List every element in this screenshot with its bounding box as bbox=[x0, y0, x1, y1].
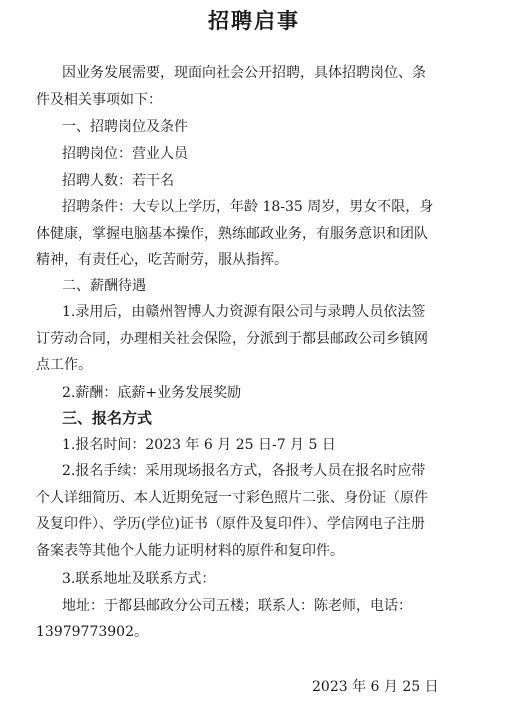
salary-item-2: 2.薪酬：底薪+业务发展奖励 bbox=[62, 385, 242, 401]
registration-time: 1.报名时间：2023 年 6 月 25 日-7 月 5 日 bbox=[62, 437, 336, 453]
procedure-line-4: 备案表等其他个人能力证明材料的原件和复印件。 bbox=[36, 543, 344, 559]
address-line: 地址：于都县邮政分公司五楼；联系人：陈老师，电话： bbox=[62, 598, 412, 614]
contact-heading: 3.联系地址及联系方式： bbox=[62, 571, 216, 587]
position-line: 招聘岗位：营业人员 bbox=[62, 146, 188, 162]
intro-line-2: 件及相关事项如下： bbox=[36, 92, 162, 108]
phone-line: 13979773902。 bbox=[36, 624, 148, 640]
notice-date: 2023 年 6 月 25 日 bbox=[312, 679, 439, 695]
salary-item-1-line-3: 点工作。 bbox=[36, 357, 92, 373]
conditions-line-2: 体健康，掌握电脑基本操作，熟练邮政业务，有服务意识和团队 bbox=[36, 226, 428, 242]
salary-item-1-line-2: 订劳动合同，办理相关社会保险，分派到于都县邮政公司乡镇网 bbox=[36, 331, 428, 347]
section-3-heading: 三、报名方式 bbox=[62, 409, 153, 427]
procedure-line-2: 个人详细简历、本人近期免冠一寸彩色照片二张、身份证（原件 bbox=[36, 490, 428, 506]
intro-line-1: 因业务发展需要，现面向社会公开招聘，具体招聘岗位、条 bbox=[62, 65, 426, 81]
salary-item-1-line-1: 1.录用后，由赣州智博人力资源有限公司与录聘人员依法签 bbox=[62, 304, 426, 320]
notice-title: 招聘启事 bbox=[208, 9, 300, 33]
headcount-line: 招聘人数：若干名 bbox=[62, 173, 174, 189]
conditions-line-3: 精神，有责任心，吃苦耐劳，服从指挥。 bbox=[36, 252, 288, 268]
section-2-heading: 二、薪酬待遇 bbox=[62, 278, 146, 294]
conditions-line-1: 招聘条件：大专以上学历，年龄 18-35 周岁，男女不限，身 bbox=[62, 199, 434, 215]
section-1-heading: 一、招聘岗位及条件 bbox=[62, 119, 188, 135]
procedure-line-1: 2.报名手续：采用现场报名方式，各报考人员在报名时应带 bbox=[62, 463, 426, 479]
procedure-line-3: 及复印件）、学历(学位)证书（原件及复印件）、学信网电子注册 bbox=[36, 516, 425, 532]
